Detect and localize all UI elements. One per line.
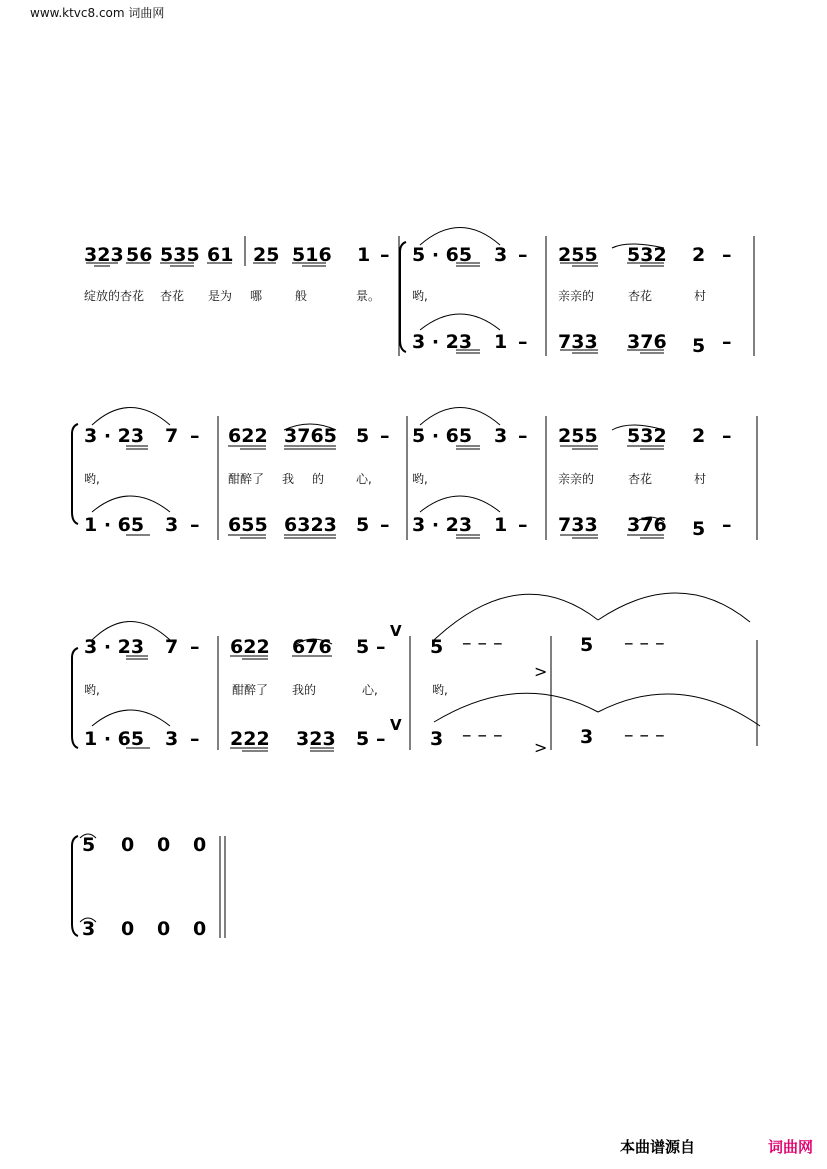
note: 3 bbox=[494, 425, 508, 447]
note-group: 255 bbox=[558, 425, 598, 447]
note: 5 bbox=[356, 425, 370, 447]
rest: 0 bbox=[193, 918, 207, 940]
note-group: 1 · 65 bbox=[84, 728, 145, 750]
dash: – bbox=[190, 425, 200, 447]
note: 3 bbox=[165, 728, 179, 750]
lyric: 酣醉了 bbox=[228, 472, 265, 486]
note: 2 bbox=[692, 425, 706, 447]
note: 7 bbox=[165, 636, 179, 658]
note-group: 5 · 65 bbox=[412, 425, 473, 447]
accent-mark: > bbox=[534, 662, 548, 681]
note-group: 222 bbox=[230, 728, 270, 750]
note: 5 bbox=[82, 834, 96, 856]
breath-mark: V bbox=[390, 716, 402, 734]
note-group: 6323 bbox=[284, 514, 337, 536]
note-group: 3765 bbox=[284, 425, 337, 447]
dash: – – – bbox=[624, 632, 665, 654]
note-group: 622 bbox=[230, 636, 270, 658]
note: 1 bbox=[494, 331, 508, 353]
note-group: 535 bbox=[160, 244, 200, 266]
note-group: 3 · 23 bbox=[412, 331, 473, 353]
rest: 0 bbox=[157, 918, 171, 940]
lyric: 的 bbox=[312, 472, 325, 486]
note-group: 676 bbox=[292, 636, 332, 658]
dash: – bbox=[380, 244, 390, 266]
note: 5 bbox=[356, 636, 370, 658]
lyric: 哟, bbox=[432, 683, 448, 697]
note: 5 bbox=[356, 514, 370, 536]
lyric: 亲亲的 bbox=[558, 289, 595, 303]
note-group: 61 bbox=[207, 244, 234, 266]
note: 5 bbox=[692, 518, 706, 540]
note: 3 bbox=[494, 244, 508, 266]
lyric: 绽放的杏花 bbox=[84, 289, 145, 303]
note: 5 bbox=[692, 335, 706, 357]
note: 5 bbox=[580, 634, 594, 656]
note-group: 5 · 65 bbox=[412, 244, 473, 266]
note-group: 516 bbox=[292, 244, 332, 266]
note: 3 bbox=[82, 918, 96, 940]
rest: 0 bbox=[157, 834, 171, 856]
note-group: 1 · 65 bbox=[84, 514, 145, 536]
dash: – bbox=[380, 514, 390, 536]
rest: 0 bbox=[121, 918, 135, 940]
dash: – bbox=[722, 425, 732, 447]
note-group: 532 bbox=[627, 244, 667, 266]
lyric: 心, bbox=[362, 683, 378, 697]
dash: – bbox=[722, 514, 732, 536]
dash: – bbox=[190, 514, 200, 536]
note: 5 bbox=[430, 636, 444, 658]
note-group: 622 bbox=[228, 425, 268, 447]
note: 3 bbox=[165, 514, 179, 536]
note-group: 56 bbox=[126, 244, 153, 266]
lyric: 哟, bbox=[84, 472, 100, 486]
dash: – bbox=[190, 636, 200, 658]
site-header: www.ktvc8.com 词曲网 bbox=[30, 6, 165, 20]
rest: 0 bbox=[193, 834, 207, 856]
lyric: 般 bbox=[295, 289, 308, 303]
lyric: 哟, bbox=[84, 683, 100, 697]
dash: – – – bbox=[624, 724, 665, 746]
note-group: 255 bbox=[558, 244, 598, 266]
note-group: 655 bbox=[228, 514, 268, 536]
dash: – bbox=[518, 514, 528, 536]
note-group: 323 bbox=[84, 244, 124, 266]
lyric: 我 bbox=[282, 472, 295, 486]
note-group: 25 bbox=[253, 244, 280, 266]
note: 2 bbox=[692, 244, 706, 266]
note: 1 bbox=[357, 244, 371, 266]
dash: – bbox=[722, 331, 732, 353]
lyric: 酣醉了 bbox=[232, 683, 269, 697]
lyric: 哟, bbox=[412, 289, 428, 303]
note: 1 bbox=[494, 514, 508, 536]
brand-logo[interactable]: 词曲网 bbox=[768, 1138, 814, 1156]
note: 3 bbox=[580, 726, 594, 748]
note-group: 3 · 23 bbox=[84, 425, 145, 447]
dash: – bbox=[518, 244, 528, 266]
lyric: 亲亲的 bbox=[558, 472, 595, 486]
note-group: 733 bbox=[558, 514, 598, 536]
lyric: 村 bbox=[694, 472, 707, 486]
lyric: 心, bbox=[356, 472, 372, 486]
note-group: 532 bbox=[627, 425, 667, 447]
note-group: 376 bbox=[627, 331, 667, 353]
lyric: 杏花 bbox=[628, 289, 653, 303]
breath-mark: V bbox=[390, 622, 402, 640]
note: 3 bbox=[430, 728, 444, 750]
rest: 0 bbox=[121, 834, 135, 856]
dash: – bbox=[190, 728, 200, 750]
note: 5 bbox=[356, 728, 370, 750]
note-group: 3 · 23 bbox=[84, 636, 145, 658]
dash: – bbox=[518, 331, 528, 353]
dash: – bbox=[380, 425, 390, 447]
note-group: 3 · 23 bbox=[412, 514, 473, 536]
note-group: 733 bbox=[558, 331, 598, 353]
accent-mark: > bbox=[534, 738, 548, 757]
note-group: 376 bbox=[627, 514, 667, 536]
dash: – bbox=[722, 244, 732, 266]
dash: – bbox=[376, 636, 386, 658]
lyric: 杏花 bbox=[160, 289, 185, 303]
dash: – – – bbox=[462, 724, 503, 746]
dash: – bbox=[518, 425, 528, 447]
lyric: 景。 bbox=[356, 289, 381, 303]
lyric: 杏花 bbox=[628, 472, 653, 486]
note: 7 bbox=[165, 425, 179, 447]
lyric: 哪 bbox=[250, 289, 263, 303]
dash: – – – bbox=[462, 632, 503, 654]
source-label: 本曲谱源自 bbox=[620, 1138, 696, 1156]
dash: – bbox=[376, 728, 386, 750]
lyric: 哟, bbox=[412, 472, 428, 486]
lyric: 我的 bbox=[292, 683, 317, 697]
lyric: 村 bbox=[694, 289, 707, 303]
lyric: 是为 bbox=[208, 289, 233, 303]
note-group: 323 bbox=[296, 728, 336, 750]
